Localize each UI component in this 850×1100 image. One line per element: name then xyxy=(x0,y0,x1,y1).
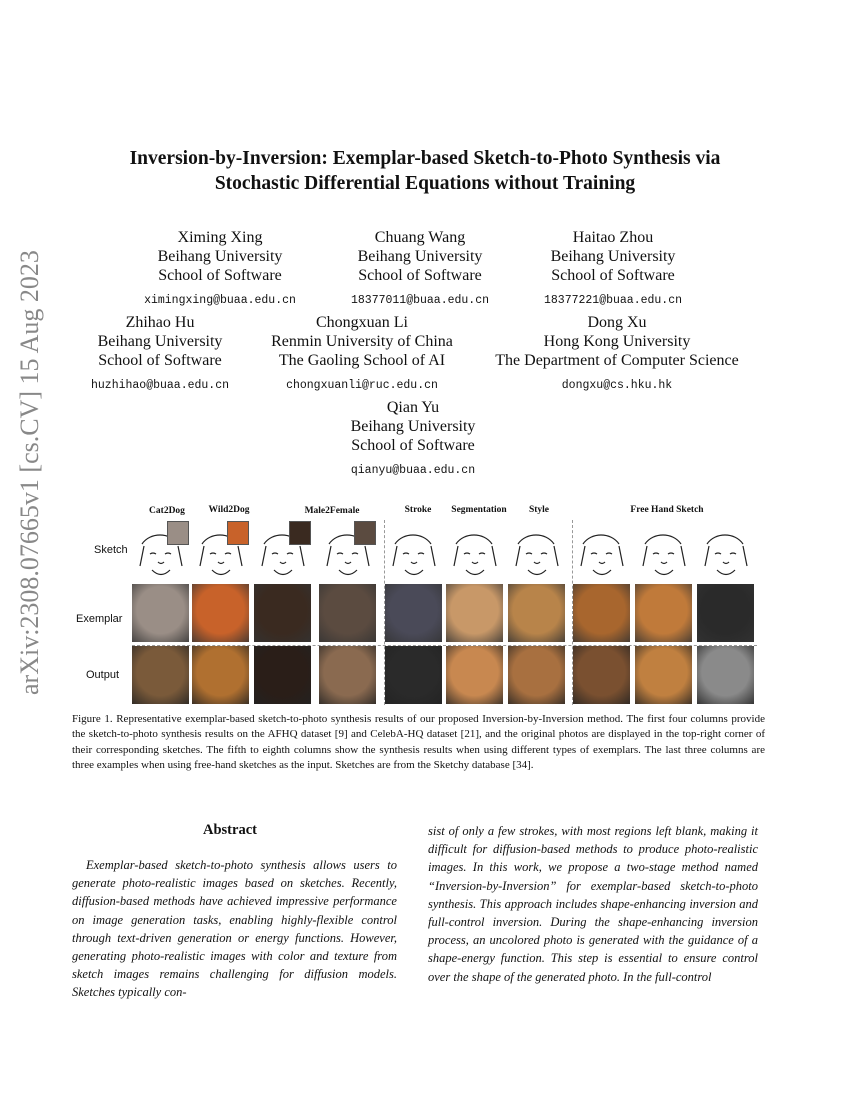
author-email[interactable]: ximingxing@buaa.edu.cn xyxy=(144,294,296,307)
col-header-stroke: Stroke xyxy=(404,505,432,515)
abstract-text-left: Exemplar-based sketch-to-photo synthesis allows users to generate photo-realistic images based on sketches. Recently, diffusion-based methods have achieved impressive performance on image generation tasks, enabling highly-flexible control through text-driven generation or energy functions. However, generating photo-realistic images with color and texture from sketch images remains challenging for diffusion models. Sketches typically con- xyxy=(72,858,397,1000)
author-affiliation: Beihang University xyxy=(157,248,283,265)
output-image xyxy=(697,646,754,704)
author-name: Zhihao Hu xyxy=(125,314,195,331)
author-name: Ximing Xing xyxy=(177,229,263,246)
output-image xyxy=(254,646,311,704)
row-label-output: Output xyxy=(86,669,120,681)
author-department: School of Software xyxy=(551,267,675,284)
output-image xyxy=(319,646,376,704)
arxiv-stamp: arXiv:2308.07665v1 [cs.CV] 15 Aug 2023 xyxy=(15,250,44,695)
exemplar-image xyxy=(319,584,376,642)
author-block xyxy=(320,228,520,310)
abstract-heading: Abstract xyxy=(203,822,257,838)
title-line-1: Inversion-by-Inversion: Exemplar-based Sketch-to-Photo Synthesis via xyxy=(129,148,721,169)
sketch-image xyxy=(508,524,565,582)
author-affiliation: Hong Kong University xyxy=(543,333,691,350)
author-name: Chongxuan Li xyxy=(316,314,408,331)
sketch-image xyxy=(573,524,630,582)
author-email[interactable]: chongxuanli@ruc.edu.cn xyxy=(286,379,438,392)
author-department: School of Software xyxy=(351,437,475,454)
exemplar-image xyxy=(635,584,692,642)
author-affiliation: Beihang University xyxy=(357,248,483,265)
author-name: Dong Xu xyxy=(587,314,647,331)
title-line-2: Stochastic Differential Equations without Training xyxy=(214,173,636,194)
author-block xyxy=(60,313,260,395)
author-affiliation: Beihang University xyxy=(550,248,676,265)
output-image xyxy=(132,646,189,704)
output-image xyxy=(192,646,249,704)
author-block xyxy=(252,313,472,395)
col-header-cat2dog: Cat2Dog xyxy=(149,506,185,516)
author-affiliation: Renmin University of China xyxy=(271,333,453,350)
col-header-free-hand-sketch: Free Hand Sketch xyxy=(630,505,704,515)
exemplar-image xyxy=(254,584,311,642)
author-name: Chuang Wang xyxy=(374,229,466,246)
original-photo-thumbnail xyxy=(227,521,249,545)
original-photo-thumbnail xyxy=(289,521,311,545)
col-header-segmentation: Segmentation xyxy=(451,505,507,515)
author-email[interactable]: dongxu@cs.hku.hk xyxy=(561,379,673,392)
author-block xyxy=(120,228,320,310)
sketch-image xyxy=(635,524,692,582)
author-affiliation: Beihang University xyxy=(97,333,223,350)
original-photo-thumbnail xyxy=(167,521,189,545)
output-image xyxy=(508,646,565,704)
sketch-image xyxy=(697,524,754,582)
author-email[interactable]: huzhihao@buaa.edu.cn xyxy=(90,379,230,392)
exemplar-image xyxy=(446,584,503,642)
output-image xyxy=(635,646,692,704)
author-name: Haitao Zhou xyxy=(572,229,654,246)
abstract-text-right: sist of only a few strokes, with most regions left blank, making it difficult for diffusion-based methods to produce photo-realistic images. In this work, we propose a two-stage method named “Inversion-by-Inversion” for exemplar-based sketch-to-photo synthesis. This approach includes shape-enhancing inversion and full-control inversion. During the shape-enhancing inversion process, an uncolored photo is generated with the guidance of a shape-energy function. This step is essential to ensure control over the shape of the generated photo. In the full-control xyxy=(428,824,758,984)
author-department: The Department of Computer Science xyxy=(495,352,739,369)
author-email[interactable]: qianyu@buaa.edu.cn xyxy=(350,464,476,477)
row-label-sketch: Sketch xyxy=(94,544,128,556)
exemplar-image xyxy=(508,584,565,642)
exemplar-image xyxy=(192,584,249,642)
output-image xyxy=(573,646,630,704)
author-department: School of Software xyxy=(98,352,222,369)
sketch-image xyxy=(446,524,503,582)
author-name: Qian Yu xyxy=(386,399,440,416)
col-header-male2female: Male2Female xyxy=(304,506,360,516)
author-department: School of Software xyxy=(358,267,482,284)
row-label-exemplar: Exemplar xyxy=(76,613,123,625)
author-email[interactable]: 18377221@buaa.edu.cn xyxy=(543,294,683,307)
author-block xyxy=(313,398,513,480)
sketch-image xyxy=(385,524,442,582)
output-image xyxy=(385,646,442,704)
col-header-style: Style xyxy=(528,505,550,515)
exemplar-image xyxy=(573,584,630,642)
paper-title xyxy=(60,146,790,196)
exemplar-image xyxy=(132,584,189,642)
author-email[interactable]: 18377011@buaa.edu.cn xyxy=(350,294,490,307)
exemplar-image xyxy=(385,584,442,642)
author-department: The Gaoling School of AI xyxy=(278,352,446,369)
author-block xyxy=(484,313,750,395)
exemplar-image xyxy=(697,584,754,642)
figure-caption: Figure 1. Representative exemplar-based sketch-to-photo synthesis results of our proposed Inversion-by-Inversion method. The first four columns provide the sketch-to-photo synthesis results on the AFHQ dataset [9] and CelebA-HQ dataset [21], and the original photos are displayed in the top-right corner of their corresponding sketches. The fifth to eighth columns show the synthesis results when using different types of exemplars. The last three columns are three examples when using free-hand sketches as the input. Sketches are from the Sketchy database [34]. xyxy=(72,713,765,771)
col-header-wild2dog: Wild2Dog xyxy=(208,505,250,515)
original-photo-thumbnail xyxy=(354,521,376,545)
author-block xyxy=(513,228,713,310)
output-image xyxy=(446,646,503,704)
author-department: School of Software xyxy=(158,267,282,284)
figure-1 xyxy=(72,500,762,710)
author-affiliation: Beihang University xyxy=(350,418,476,435)
